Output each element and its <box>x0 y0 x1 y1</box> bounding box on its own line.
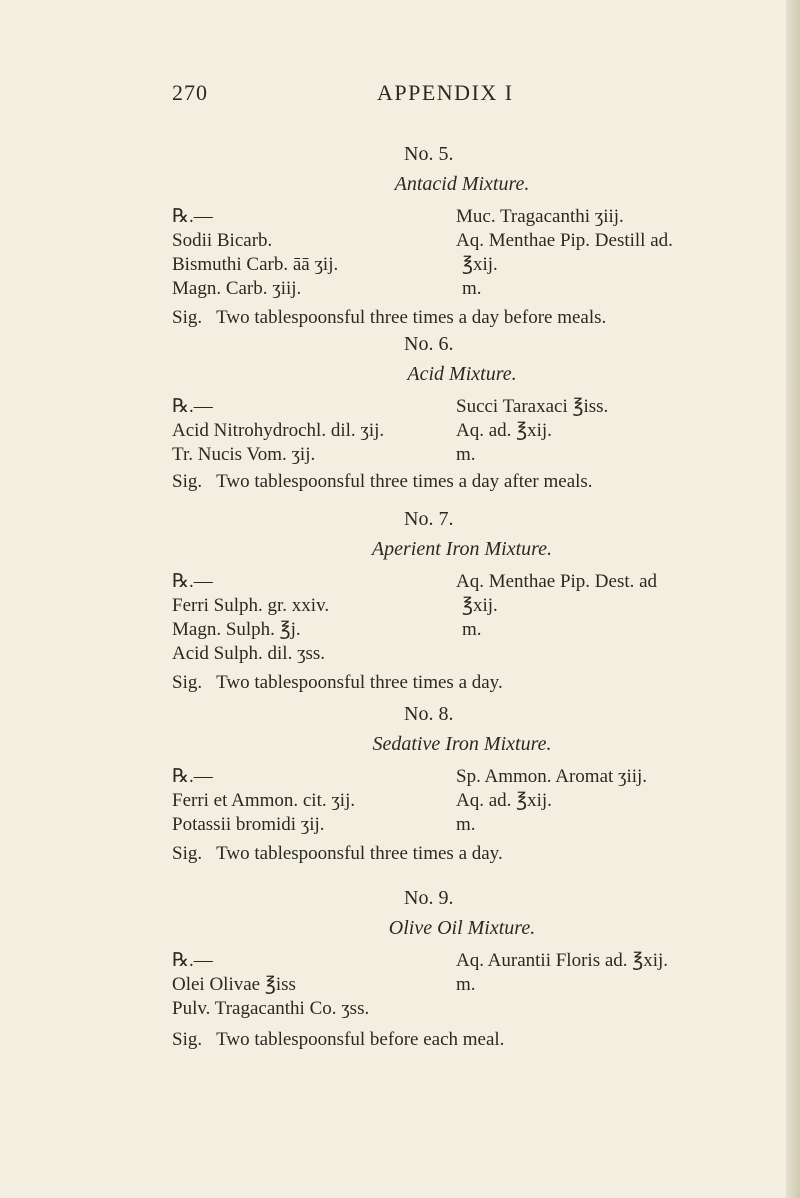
ingredients-right <box>456 570 657 642</box>
prescription-symbol: ℞.— <box>172 950 213 971</box>
recipe-number: No. 7. <box>404 508 454 530</box>
ingredient-line: Sodii Bicarb. <box>172 230 273 251</box>
ingredient-line: Potassii bromidi ʒij. <box>172 814 325 835</box>
signa-line <box>172 672 503 694</box>
ingredient-line: Tr. Nucis Vom. ʒij. <box>172 444 316 465</box>
ingredients-left <box>172 765 355 837</box>
ingredient-line: Olei Olivae ℥iss <box>172 974 296 995</box>
recipe-title: Sedative Iron Mixture. <box>372 733 552 755</box>
sig-text: Two tablespoonsful three times a day. <box>216 672 503 693</box>
recipe-title: Aperient Iron Mixture. <box>371 538 553 560</box>
ingredient-line: Acid Nitrohydrochl. dil. ʒij. <box>172 420 385 441</box>
recipe-title: Olive Oil Mixture. <box>388 917 536 939</box>
prescription-symbol: ℞.— <box>172 571 213 592</box>
sig-label: Sig. <box>172 471 203 492</box>
ingredients-right <box>456 395 608 467</box>
ingredient-line: Bismuthi Carb. āā ʒij. <box>172 254 339 275</box>
sig-label: Sig. <box>172 672 203 693</box>
ingredient-line: Succi Taraxaci ℥iss. <box>456 396 609 417</box>
ingredient-line: Aq. ad. ℥xij. <box>456 420 552 441</box>
ingredients-right <box>456 765 647 837</box>
ingredients-right <box>456 205 673 301</box>
sig-text: Two tablespoonsful before each meal. <box>216 1029 505 1050</box>
ingredient-line: Sp. Ammon. Aromat ʒiij. <box>456 766 648 787</box>
signa-line <box>172 307 606 329</box>
recipe-number: No. 9. <box>404 887 454 909</box>
ingredient-line: Aq. Menthae Pip. Destill ad. <box>456 230 673 251</box>
recipe-title: Antacid Mixture. <box>394 173 530 195</box>
sig-label: Sig. <box>172 307 203 328</box>
sig-label: Sig. <box>172 843 203 864</box>
page-header <box>172 80 572 114</box>
sig-label: Sig. <box>172 1029 203 1050</box>
ingredient-line: m. <box>462 278 482 299</box>
ingredient-line: Muc. Tragacanthi ʒiij. <box>456 206 624 227</box>
sig-text: Two tablespoonsful three times a day before meals. <box>216 307 607 328</box>
ingredient-line: Acid Sulph. dil. ʒss. <box>172 643 326 664</box>
signa-line <box>172 843 503 865</box>
sig-text: Two tablespoonsful three times a day after meals. <box>216 471 593 492</box>
ingredient-line: Ferri et Ammon. cit. ʒij. <box>172 790 356 811</box>
recipe-number: No. 8. <box>404 703 454 725</box>
ingredient-line: Aq. ad. ℥xij. <box>456 790 552 811</box>
ingredient-line: Ferri Sulph. gr. xxiv. <box>172 595 330 616</box>
prescription-symbol: ℞.— <box>172 206 213 227</box>
running-title: APPENDIX I <box>377 80 514 105</box>
sig-text: Two tablespoonsful three times a day. <box>216 843 503 864</box>
signa-line <box>172 1029 504 1051</box>
ingredient-line: m. <box>456 974 476 995</box>
ingredient-line: ℥xij. <box>462 254 498 275</box>
ingredients-left <box>172 205 338 301</box>
ingredient-line: Pulv. Tragacanthi Co. ʒss. <box>172 998 370 1019</box>
prescription-symbol: ℞.— <box>172 766 213 787</box>
signa-line <box>172 471 593 493</box>
ingredient-line: Magn. Sulph. ℥j. <box>172 619 301 640</box>
ingredients-left <box>172 395 384 467</box>
ingredient-line: Aq. Menthae Pip. Dest. ad <box>456 571 658 592</box>
ingredient-line: Magn. Carb. ʒiij. <box>172 278 302 299</box>
recipe-title: Acid Mixture. <box>407 363 517 385</box>
ingredients-left <box>172 570 329 666</box>
ingredients-right <box>456 949 668 997</box>
ingredients-left <box>172 949 369 1021</box>
recipe-number: No. 5. <box>404 143 454 165</box>
ingredient-line: m. <box>456 444 476 465</box>
prescription-symbol: ℞.— <box>172 396 213 417</box>
ingredient-line: Aq. Aurantii Floris ad. ℥xij. <box>456 950 669 971</box>
ingredient-line: m. <box>456 814 476 835</box>
ingredient-line: ℥xij. <box>462 595 498 616</box>
page-number: 270 <box>172 80 208 105</box>
recipe-number: No. 6. <box>404 333 454 355</box>
page-edge <box>786 0 800 1198</box>
ingredient-line: m. <box>462 619 482 640</box>
